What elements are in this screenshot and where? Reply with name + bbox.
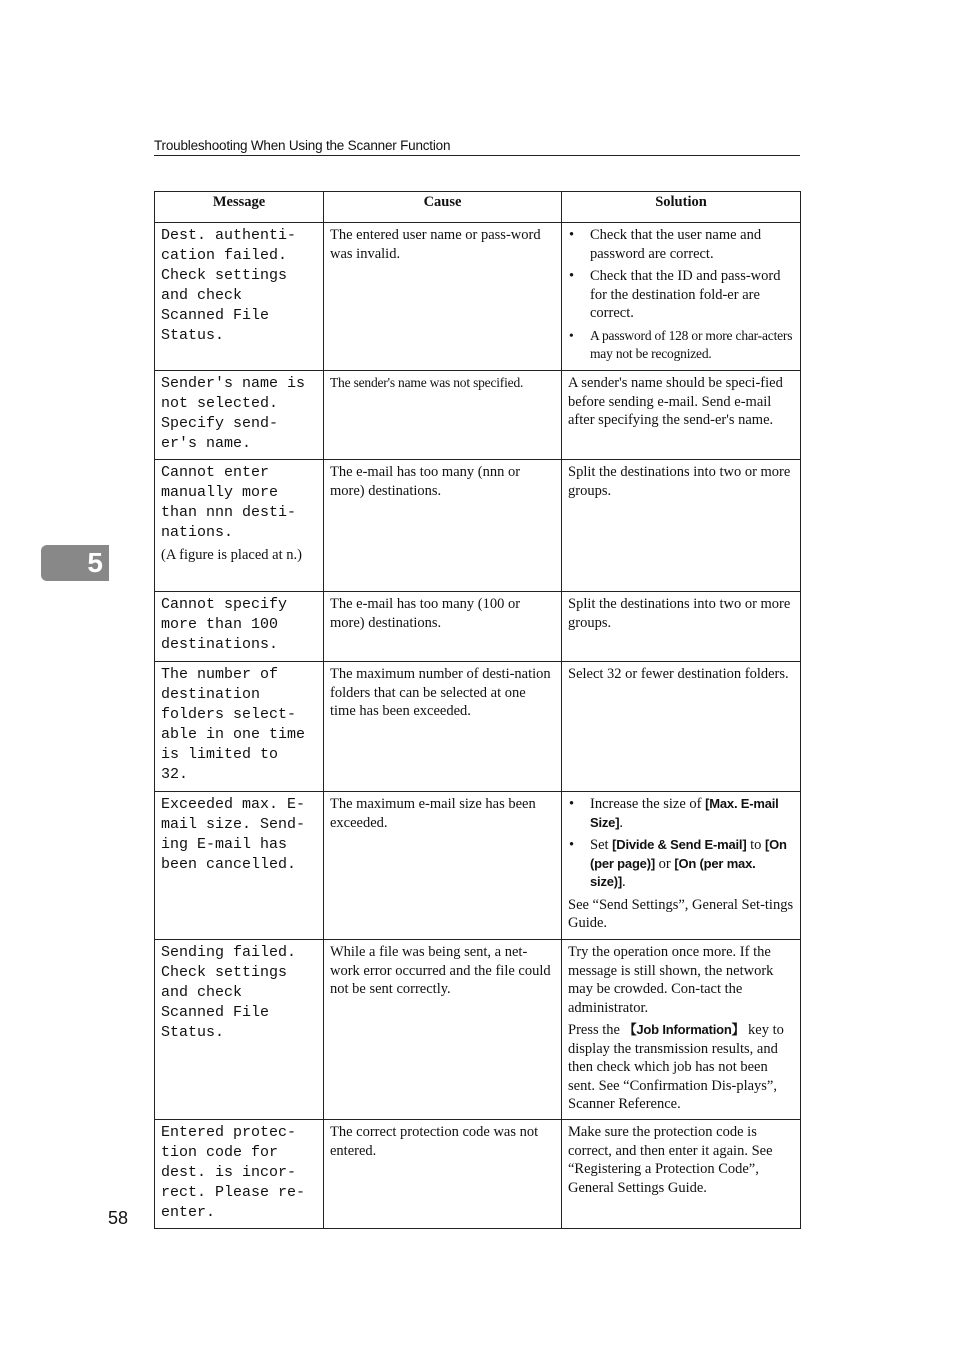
cause-cell: The sender's name was not specified. xyxy=(324,371,562,460)
running-header: Troubleshooting When Using the Scanner Function xyxy=(154,138,800,156)
table-header-row xyxy=(155,192,801,223)
cause-cell: The correct protection code was not entered. xyxy=(324,1120,562,1229)
solution-paragraph: Press the 【Job Information】 key to display the transmission results, and then check which job has not been sent. See “Confirmation Dis-plays”, Scanner Reference. xyxy=(568,1022,784,1112)
message-cell: Sender's name is not selected. Specify send- er's name. xyxy=(155,371,324,460)
solution-cell: A sender's name should be speci-fied before sending e-mail. Send e-mail after specifying the send-er's name. xyxy=(562,371,801,460)
solution-reference: See “Send Settings”, General Set-tings Guide. xyxy=(568,896,794,931)
setting-key-divide-send: [Divide & Send E-mail] xyxy=(612,837,747,852)
setting-key-max-email-size: [Max. E-mail Size] xyxy=(590,796,779,830)
list-item: • Check that the user name and password are correct. xyxy=(590,226,794,263)
message-cell: Exceeded max. E- mail size. Send- ing E-mail has been cancelled. xyxy=(155,792,324,940)
job-information-key: 【Job Information】 xyxy=(623,1022,745,1037)
table-row xyxy=(155,223,801,371)
solution-cell: Select 32 or fewer destination folders. xyxy=(562,662,801,792)
list-item: • A password of 128 or more char-acters may not be recognized. xyxy=(590,327,794,364)
solution-list xyxy=(568,795,794,892)
cause-cell: The maximum e-mail size has been exceeded. xyxy=(324,792,562,940)
solution-cell: Make sure the protection code is correct, and then enter it again. See “Registering a Protection Code”, General Settings Guide. xyxy=(562,1120,801,1229)
cause-cell: The entered user name or pass-word was invalid. xyxy=(324,223,562,371)
solution-cell xyxy=(562,223,801,371)
message-note: (A figure is placed at n.) xyxy=(161,547,302,563)
message-cell: The number of destination folders select- able in one time is limited to 32. xyxy=(155,662,324,792)
message-cell: Cannot specify more than 100 destinations. xyxy=(155,592,324,662)
solution-paragraph: Try the operation once more. If the message is still shown, the network may be crowded. Con-tact the administrator. xyxy=(568,944,774,1016)
table-row xyxy=(155,662,801,792)
table-row xyxy=(155,1120,801,1229)
column-header-cause: Cause xyxy=(324,192,562,223)
solution-cell xyxy=(562,940,801,1120)
list-item: • Increase the size of [Max. E-mail Size]. xyxy=(590,795,794,832)
message-cell: Sending failed. Check settings and check Scanned File Status. xyxy=(155,940,324,1120)
table-row xyxy=(155,371,801,460)
page-number: 58 xyxy=(108,1208,129,1228)
solution-cell xyxy=(562,792,801,940)
table-row xyxy=(155,940,801,1120)
list-item: • Check that the ID and pass-word for the destination fold-er are correct. xyxy=(590,267,794,323)
cause-cell: The maximum number of desti-nation folders that can be selected at one time has been exceeded. xyxy=(324,662,562,792)
setting-key-on-per-max-size: [On (per max. size)] xyxy=(590,855,756,889)
error-message-table xyxy=(154,191,801,1229)
solution-cell: Split the destinations into two or more groups. xyxy=(562,460,801,592)
cause-cell: While a file was being sent, a net-work error occurred and the file could not be sent correctly. xyxy=(324,940,562,1120)
list-item: • Set [Divide & Send E-mail] to [On (per page)] or [On (per max. size)]. xyxy=(590,836,794,892)
table-row xyxy=(155,460,801,592)
message-cell: Dest. authenti- cation failed. Check settings and check Scanned File Status. xyxy=(155,223,324,371)
message-cell: Entered protec- tion code for dest. is incor- rect. Please re- enter. xyxy=(155,1120,324,1229)
solution-list xyxy=(568,226,794,364)
chapter-tab: 5 xyxy=(41,545,109,581)
cause-cell: The e-mail has too many (100 or more) destinations. xyxy=(324,592,562,662)
column-header-solution: Solution xyxy=(562,192,801,223)
column-header-message: Message xyxy=(155,192,324,223)
solution-cell: Split the destinations into two or more groups. xyxy=(562,592,801,662)
setting-key-on-per-page: [On (per page)] xyxy=(590,837,787,871)
cause-cell: The e-mail has too many (nnn or more) destinations. xyxy=(324,460,562,592)
table-row xyxy=(155,592,801,662)
table-row xyxy=(155,792,801,940)
message-cell: Cannot enter manually more than nnn desti- nations. (A figure is placed at n.) xyxy=(155,460,324,592)
